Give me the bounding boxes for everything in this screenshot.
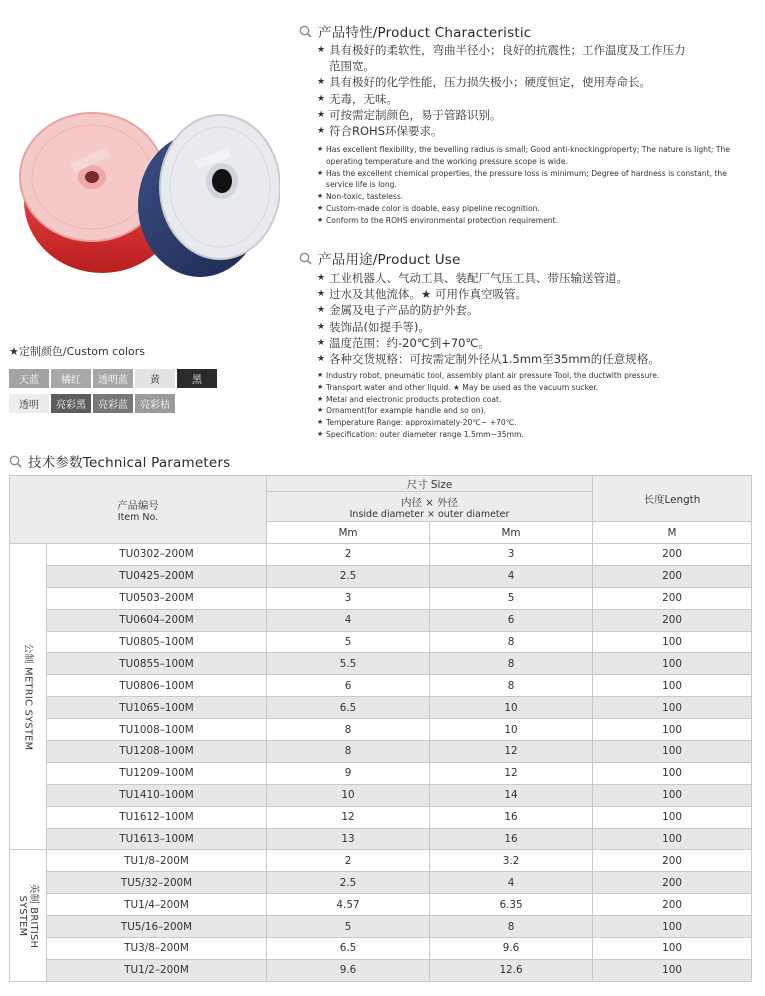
cell-od: 16: [430, 806, 593, 828]
cell-od: 3.2: [430, 850, 593, 872]
cell-len: 100: [593, 916, 752, 938]
color-swatch-row: [9, 369, 217, 388]
table-row: [10, 609, 752, 631]
product-photo: [10, 95, 280, 295]
color-swatch: 透明蓝: [93, 369, 133, 388]
table-row: [10, 894, 752, 916]
list-item: ★ 无毒，无味。: [317, 91, 398, 106]
cell-id: 4.57: [267, 894, 430, 916]
cell-item: TU3/8–200M: [47, 938, 267, 960]
cell-len: 200: [593, 565, 752, 587]
table-row: [10, 544, 752, 566]
cell-item: TU1613–100M: [47, 828, 267, 850]
color-swatch: 透明: [9, 394, 49, 413]
list-item: ★ Conform to the ROHS environmental protection requirement.: [317, 215, 559, 225]
use-en-list: [317, 370, 754, 441]
characteristic-cn-list: [317, 42, 691, 139]
table-row: [10, 959, 752, 981]
cell-od: 4: [430, 872, 593, 894]
color-swatch: 黄: [135, 369, 175, 388]
technical-heading: [9, 451, 230, 471]
cell-len: 100: [593, 697, 752, 719]
list-item: ★ Has the excellent chemical properties, the pressure loss is minimum; Degree of hardness is constant, the service life is long.: [317, 168, 727, 190]
cell-item: TU0604–200M: [47, 609, 267, 631]
cell-id: 4: [267, 609, 430, 631]
list-item: ★ Industry robot, pneumatic tool, assembly plant air pressure Tool, the ductwith pressure.: [317, 371, 660, 380]
table-row: [10, 675, 752, 697]
cell-item: TU1208–100M: [47, 741, 267, 763]
cell-od: 16: [430, 828, 593, 850]
cell-item: TU1/8–200M: [47, 850, 267, 872]
cell-len: 100: [593, 938, 752, 960]
cell-id: 2.5: [267, 565, 430, 587]
cell-od: 6.35: [430, 894, 593, 916]
cell-od: 8: [430, 916, 593, 938]
list-item: ★ Metal and electronic products protection coat.: [317, 394, 502, 404]
cell-item: TU1410–100M: [47, 784, 267, 806]
list-item: ★ 温度范围：约-20℃到+70℃。: [317, 335, 490, 350]
cell-item: TU5/16–200M: [47, 916, 267, 938]
list-item: ★ Temperature Range: approximately-20℃~ +70℃.: [317, 418, 517, 428]
cell-id: 13: [267, 828, 430, 850]
cell-id: 9.6: [267, 959, 430, 981]
list-item: ★ 金属及电子产品的防护外套。: [317, 303, 479, 318]
cell-id: 6: [267, 675, 430, 697]
table-row: [10, 806, 752, 828]
use-cn-list: [317, 270, 660, 367]
cell-item: TU1008–100M: [47, 719, 267, 741]
cell-len: 100: [593, 828, 752, 850]
cell-id: 5: [267, 916, 430, 938]
cell-id: 8: [267, 719, 430, 741]
cell-len: 200: [593, 587, 752, 609]
list-item: ★ 各种交货规格：可按需定制外径从1.5mm至35mm的任意规格。: [317, 352, 660, 367]
characteristic-en-list: [317, 144, 754, 227]
list-item: ★ Custom-made color is doable, easy pipeline recognition.: [317, 203, 540, 213]
cell-id: 2: [267, 850, 430, 872]
color-swatch-row: [9, 394, 175, 413]
cell-len: 200: [593, 894, 752, 916]
cell-len: 100: [593, 675, 752, 697]
table-row: [10, 850, 752, 872]
characteristic-title: 产品特性/Product Characteristic: [318, 25, 532, 41]
list-item: ★ Has excellent flexibility, the bevelling radius is small; Good anti-knockingproperty; The nature is light; The operating temperature and the working pressure scope is wide.: [317, 145, 731, 166]
list-item: ★ Transport water and other liquid. ★ May be used as the vacuum sucker.: [317, 382, 599, 392]
cell-od: 14: [430, 784, 593, 806]
british-system-label: 英制 BRITISH SYSTEM: [10, 850, 47, 981]
size-header: 尺寸 Size: [267, 476, 593, 492]
cell-len: 100: [593, 631, 752, 653]
cell-id: 12: [267, 806, 430, 828]
color-swatch: 亮彩蓝: [93, 394, 133, 413]
cell-id: 3: [267, 587, 430, 609]
cell-item: TU0855–100M: [47, 653, 267, 675]
list-item: ★ 工业机器人、气动工具、装配厂气压工具、带压输送管道。: [317, 271, 628, 285]
color-swatch: 亮彩黑: [51, 394, 91, 413]
cell-len: 100: [593, 784, 752, 806]
cell-id: 10: [267, 784, 430, 806]
cell-od: 5: [430, 587, 593, 609]
cell-len: 100: [593, 741, 752, 763]
cell-id: 2.5: [267, 872, 430, 894]
cell-item: TU0425–200M: [47, 565, 267, 587]
cell-od: 12.6: [430, 959, 593, 981]
color-swatch: 天蓝: [9, 369, 49, 388]
cell-id: 8: [267, 741, 430, 763]
cell-item: TU0805–100M: [47, 631, 267, 653]
list-item: ★ 过水及其他流体。★ 可用作真空吸管。: [317, 287, 527, 302]
table-row: [10, 784, 752, 806]
list-item: ★ 可按需定制颜色，易于管路识别。: [317, 107, 502, 122]
cell-id: 6.5: [267, 938, 430, 960]
item-no-header: 产品编号 Item No.: [10, 476, 267, 544]
cell-od: 12: [430, 741, 593, 763]
cell-od: 3: [430, 544, 593, 566]
magnifier-icon: [299, 252, 312, 265]
table-row: [10, 719, 752, 741]
list-item: ★ 符合ROHS环保要求。: [317, 124, 443, 139]
list-item: ★ 具有极好的柔软性，弯曲半径小；良好的抗震性；工作温度及工作压力范围宽。: [317, 43, 686, 74]
magnifier-icon: [299, 25, 312, 38]
table-row: [10, 938, 752, 960]
cell-len: 200: [593, 850, 752, 872]
cell-len: 100: [593, 762, 752, 784]
cell-od: 10: [430, 719, 593, 741]
table-row: [10, 916, 752, 938]
cell-item: TU0302–200M: [47, 544, 267, 566]
table-row: [10, 631, 752, 653]
metric-table-body: [10, 544, 752, 850]
cell-len: 200: [593, 872, 752, 894]
use-title: 产品用途/Product Use: [318, 252, 461, 268]
length-header: 长度Length: [593, 476, 752, 522]
cell-item: TU1065–100M: [47, 697, 267, 719]
cell-od: 12: [430, 762, 593, 784]
custom-colors-title: ★定制颜色/Custom colors: [9, 345, 146, 358]
cell-item: TU1/2–200M: [47, 959, 267, 981]
cell-item: TU1612–100M: [47, 806, 267, 828]
color-swatch: 亮彩桔: [135, 394, 175, 413]
outer-unit-header: Mm: [430, 522, 593, 544]
magnifier-icon: [9, 455, 22, 468]
list-item: ★ Non-toxic, tasteless.: [317, 192, 404, 202]
cell-len: 200: [593, 609, 752, 631]
table-row: [10, 565, 752, 587]
cell-item: TU1209–100M: [47, 762, 267, 784]
length-unit-header: M: [593, 522, 752, 544]
cell-item: TU1/4–200M: [47, 894, 267, 916]
cell-item: TU5/32–200M: [47, 872, 267, 894]
cell-id: 5: [267, 631, 430, 653]
cell-len: 100: [593, 653, 752, 675]
table-row: [10, 653, 752, 675]
cell-item: TU0503–200M: [47, 587, 267, 609]
color-swatch: 橘红: [51, 369, 91, 388]
cell-id: 6.5: [267, 697, 430, 719]
table-row: [10, 697, 752, 719]
inner-unit-header: Mm: [267, 522, 430, 544]
cell-od: 8: [430, 653, 593, 675]
cell-len: 100: [593, 719, 752, 741]
spec-table: [9, 475, 752, 982]
metric-system-label: 公制 METRIC SYSTEM: [10, 544, 47, 850]
table-row: [10, 828, 752, 850]
british-table-body: [10, 850, 752, 981]
cell-item: TU0806–100M: [47, 675, 267, 697]
table-row: [10, 587, 752, 609]
list-item: ★ Ornament(for example handle and so on).: [317, 406, 487, 416]
cell-len: 200: [593, 544, 752, 566]
list-item: ★ Specification: outer diameter range 1.5mm~35mm.: [317, 429, 524, 439]
list-item: ★ 具有极好的化学性能，压力损失极小；硬度恒定，使用寿命长。: [317, 75, 651, 90]
cell-od: 4: [430, 565, 593, 587]
diameter-header: 内径 × 外径 Inside diameter × outer diameter: [267, 492, 593, 522]
cell-len: 100: [593, 806, 752, 828]
list-item: ★ 装饰品(如提手等)。: [317, 319, 430, 334]
cell-od: 6: [430, 609, 593, 631]
table-row: [10, 741, 752, 763]
cell-len: 100: [593, 959, 752, 981]
cell-od: 9.6: [430, 938, 593, 960]
use-heading: [299, 248, 461, 268]
color-swatch: 黑: [177, 369, 217, 388]
cell-id: 9: [267, 762, 430, 784]
characteristic-heading: [299, 21, 531, 41]
technical-title: 技术参数Technical Parameters: [28, 455, 231, 471]
table-row: [10, 872, 752, 894]
cell-id: 2: [267, 544, 430, 566]
cell-od: 10: [430, 697, 593, 719]
cell-od: 8: [430, 631, 593, 653]
table-row: [10, 762, 752, 784]
cell-od: 8: [430, 675, 593, 697]
cell-id: 5.5: [267, 653, 430, 675]
